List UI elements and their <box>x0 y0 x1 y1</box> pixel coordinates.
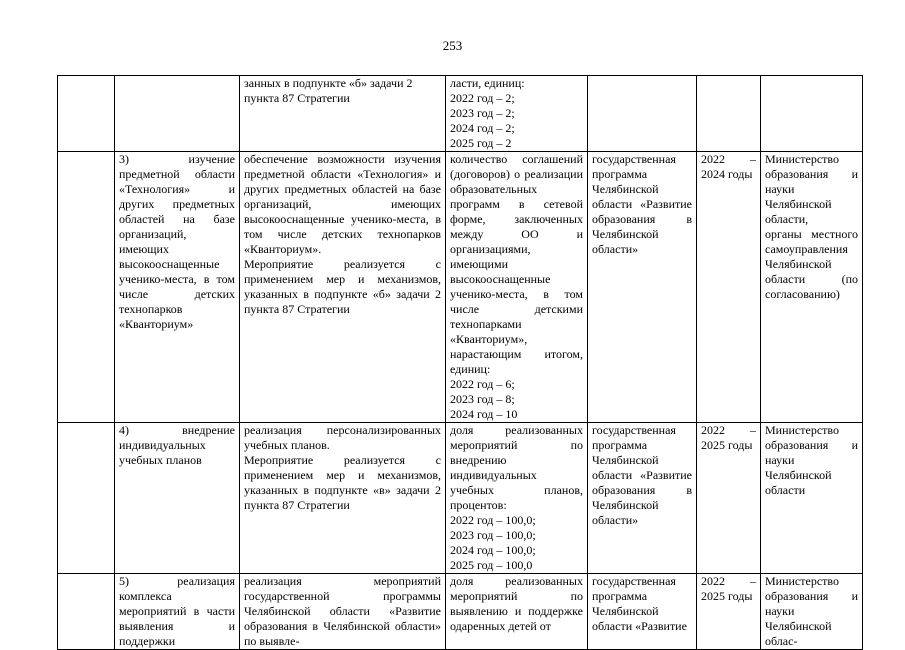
task-cell: 5) реализация комплекса мероприятий в части выявления и поддержки <box>115 574 240 650</box>
source-cell <box>588 76 697 152</box>
task-cell: 3) изучение предметной области «Технология» и других предметных областей на базе организаций, имеющих высокооснащенные ученико-места, в том числе детских технопарков «Кванториум» <box>115 152 240 423</box>
source-cell: государственная программа Челябинской области «Развитие образования в Челябинской области» <box>588 423 697 574</box>
responsible-cell: Министерство образования и науки Челябинской области <box>761 423 863 574</box>
measure-cell: реализация мероприятий государственной программы Челябинской области «Развитие образования в Челябинской области» по выявле- <box>240 574 446 650</box>
row-number-cell <box>58 152 115 423</box>
row-number-cell <box>58 76 115 152</box>
period-cell: 2022 – 2025 годы <box>697 574 761 650</box>
period-cell: 2022 – 2025 годы <box>697 423 761 574</box>
source-cell: государственная программа Челябинской области «Развитие образования в Челябинской области» <box>588 152 697 423</box>
row-number-cell <box>58 423 115 574</box>
source-cell: государственная программа Челябинской области «Развитие <box>588 574 697 650</box>
task-cell <box>115 76 240 152</box>
period-cell <box>697 76 761 152</box>
row-number-cell <box>58 574 115 650</box>
table-row <box>58 76 863 152</box>
page-number: 253 <box>442 38 463 53</box>
table-row <box>58 152 863 423</box>
responsible-cell: Министерство образования и науки Челябинской области, органы местного самоуправления Челябинской области (по согласованию) <box>761 152 863 423</box>
responsible-cell: Министерство образования и науки Челябинской облас- <box>761 574 863 650</box>
responsible-cell <box>761 76 863 152</box>
table-row <box>58 574 863 650</box>
indicator-cell: ласти, единиц: 2022 год – 2; 2023 год – 2; 2024 год – 2; 2025 год – 2 <box>446 76 588 152</box>
table-row <box>58 423 863 574</box>
indicator-cell: доля реализованных мероприятий по внедрению индивидуальных учебных планов, процентов: 2022 год – 100,0; 2023 год – 100,0; 2024 год – 100,0; 2025 год – 100,0 <box>446 423 588 574</box>
measure-cell: занных в подпункте «б» задачи 2 пункта 87 Стратегии <box>240 76 446 152</box>
plan-table <box>57 75 863 650</box>
indicator-cell: доля реализованных мероприятий по выявлению и поддержке одаренных детей от <box>446 574 588 650</box>
measure-cell: обеспечение возможности изучения предметной области «Технология» и других предметных областей на базе организаций, имеющих высокооснащенные ученико-места, в том числе детских технопарков «Кванториум». Мероприятие реализуется с применением мер и механизмов, указанных в подпункте «б» задачи 2 пункта 87 Стратегии <box>240 152 446 423</box>
task-cell: 4) внедрение индивидуальных учебных планов <box>115 423 240 574</box>
measure-cell: реализация персонализированных учебных планов. Мероприятие реализуется с применением мер и механизмов, указанных в подпункте «в» задачи 2 пункта 87 Стратегии <box>240 423 446 574</box>
period-cell: 2022 – 2024 годы <box>697 152 761 423</box>
indicator-cell: количество соглашений (договоров) о реализации образовательных программ в сетевой форме, заключенных между ОО и организациями, имеющими высокооснащенные ученико-места, в том числе детскими технопарками «Кванториум», нарастающим итогом, единиц: 2022 год – 6; 2023 год – 8; 2024 год – 10 <box>446 152 588 423</box>
